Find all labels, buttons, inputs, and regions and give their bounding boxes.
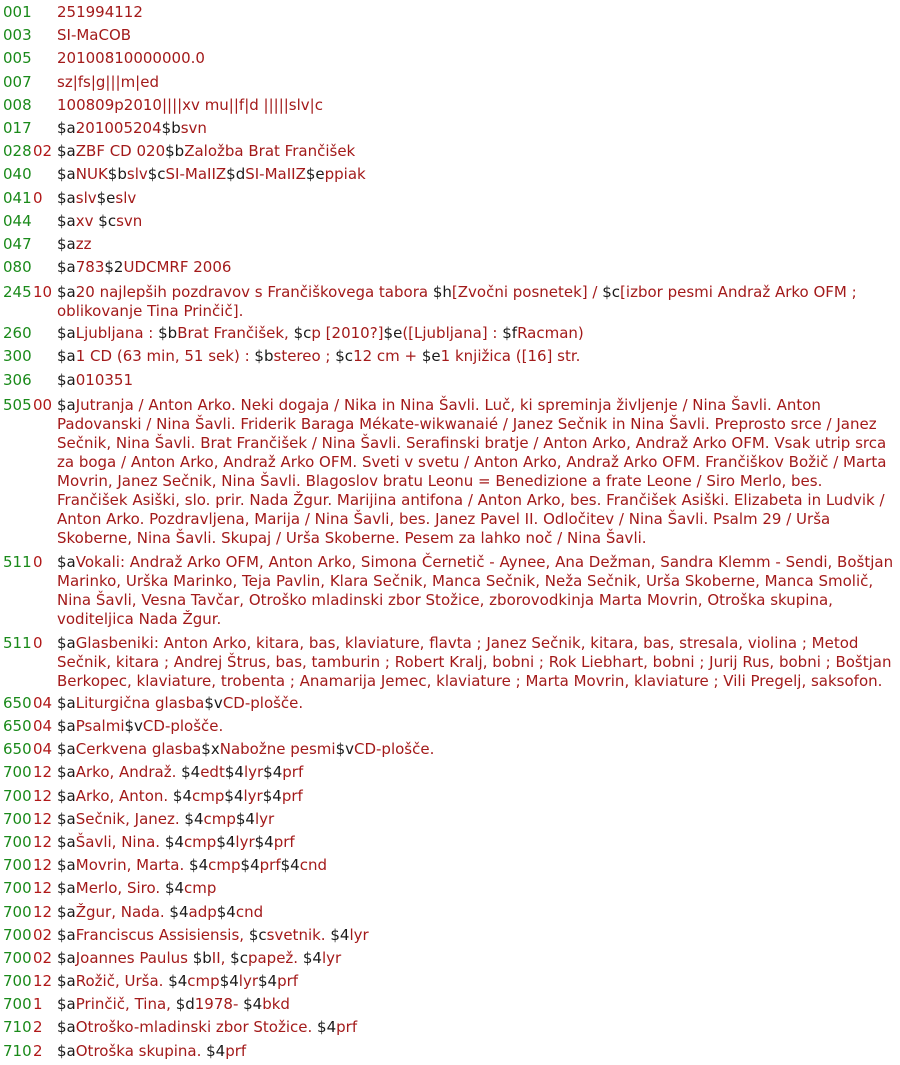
subfield-value: II,: [211, 948, 231, 967]
subfield-code: $2: [104, 258, 124, 277]
subfield-value: lyr: [243, 763, 264, 782]
subfield-code: $c: [293, 324, 312, 343]
subfield-value: Joannes Paulus: [75, 948, 193, 967]
marc-field-700: [0, 903, 900, 926]
subfield-code: $c: [602, 283, 621, 302]
marc-field-511: [0, 551, 900, 632]
field-content: [57, 879, 900, 898]
subfield-value: Liturgična glasba: [75, 693, 205, 712]
subfield-value: cnd: [299, 856, 327, 875]
subfield-code: $a: [57, 118, 76, 137]
field-tag: 700: [3, 972, 32, 991]
field-content: [57, 717, 900, 736]
field-content: [57, 1042, 900, 1061]
subfield-code: $c: [98, 211, 117, 230]
subfield-value: bkd: [262, 995, 290, 1014]
field-tag: 003: [3, 26, 32, 45]
subfield-code: $a: [57, 211, 76, 230]
field-content: [57, 283, 900, 321]
subfield-code: $4: [189, 856, 209, 875]
field-indicators: 04: [33, 693, 53, 712]
subfield-value: Psalmi: [75, 717, 125, 735]
subfield-code: $4: [224, 763, 244, 782]
field-tag: 700: [3, 786, 32, 805]
field-tag: 300: [3, 347, 32, 366]
subfield-value: ppiak: [324, 165, 366, 184]
field-tag: 007: [3, 72, 32, 91]
field-indicators: 12: [33, 832, 53, 851]
field-indicators: 12: [33, 902, 53, 921]
subfield-code: $4: [169, 902, 189, 921]
subfield-code: $v: [204, 693, 223, 712]
subfield-value: adp: [188, 902, 217, 921]
field-tag: 650: [3, 740, 32, 759]
marc-field-306: [0, 371, 900, 394]
subfield-code: $4: [224, 786, 244, 805]
subfield-code: $c: [335, 347, 354, 366]
subfield-code: $b: [107, 165, 127, 184]
subfield-value: prf: [336, 1018, 358, 1037]
marc-field-700: [0, 995, 900, 1018]
subfield-value: xv: [75, 211, 99, 230]
subfield-code: $4: [206, 1041, 226, 1060]
subfield-value: Nabožne pesmi: [219, 740, 336, 759]
marc-field-700: [0, 972, 900, 995]
subfield-value: zz: [75, 234, 92, 253]
marc-field-003: [0, 26, 900, 49]
subfield-code: $e: [96, 188, 116, 207]
subfield-code: $b: [158, 324, 178, 343]
field-tag: 040: [3, 165, 32, 184]
marc-field-650: [0, 694, 900, 717]
subfield-value: svn: [180, 118, 207, 137]
subfield-value: slv: [115, 188, 137, 207]
marc-field-700: [0, 833, 900, 856]
subfield-value: prf: [273, 832, 295, 851]
subfield-value: Rožič, Urša.: [75, 972, 169, 991]
subfield-value: 251994112: [57, 3, 143, 21]
subfield-code: $a: [57, 258, 76, 277]
subfield-code: $f: [502, 324, 518, 343]
subfield-value: lyr: [243, 786, 263, 805]
subfield-code: $d: [175, 995, 195, 1014]
subfield-value: Prinčič, Tina,: [75, 995, 176, 1014]
subfield-code: $4: [172, 786, 193, 805]
field-content: [57, 1018, 900, 1037]
subfield-value: 783: [75, 258, 105, 277]
subfield-value: SI-MaIIZ: [245, 165, 306, 184]
subfield-code: $4: [258, 972, 278, 991]
subfield-code: $v: [124, 717, 143, 735]
subfield-value: prf: [225, 1041, 247, 1060]
subfield-code: $4: [254, 832, 274, 851]
subfield-value: prf: [259, 856, 281, 875]
subfield-value: SI-MaCOB: [57, 26, 132, 45]
subfield-code: $a: [57, 925, 76, 944]
marc-field-700: [0, 949, 900, 972]
marc-field-505: [0, 394, 900, 551]
subfield-value: NUK: [75, 165, 108, 184]
field-content: [57, 189, 900, 208]
field-content: [57, 371, 900, 390]
subfield-value: 201005204: [75, 118, 162, 137]
marc-field-047: [0, 235, 900, 258]
field-indicators: 02: [33, 948, 53, 967]
field-content: [57, 96, 900, 115]
subfield-code: $b: [161, 118, 181, 137]
subfield-code: $a: [57, 832, 76, 851]
subfield-code: $4: [216, 832, 236, 851]
subfield-value: cmp: [208, 856, 241, 875]
subfield-code: $a: [57, 948, 76, 967]
subfield-value: Založba Brat Frančišek: [184, 142, 356, 161]
subfield-value: Šavli, Nina.: [75, 832, 165, 851]
subfield-value: cnd: [235, 902, 264, 921]
subfield-value: [Zvočni posnetek] /: [451, 283, 603, 302]
marc-field-001: [0, 3, 900, 26]
field-tag: 700: [3, 879, 32, 898]
marc-field-700: [0, 787, 900, 810]
subfield-code: $4: [240, 856, 260, 875]
marc-field-044: [0, 212, 900, 235]
subfield-code: $a: [57, 809, 76, 828]
subfield-code: $a: [57, 1018, 76, 1037]
subfield-code: $a: [57, 347, 76, 366]
subfield-value: Ljubljana :: [75, 324, 159, 343]
field-tag: 700: [3, 809, 32, 828]
subfield-code: $a: [57, 188, 76, 207]
subfield-value: cmp: [192, 786, 225, 805]
subfield-code: $a: [57, 786, 76, 805]
subfield-value: Arko, Anton.: [75, 786, 173, 805]
field-content: [57, 926, 900, 945]
field-content: [57, 258, 900, 277]
marc-field-028: [0, 142, 900, 165]
subfield-value: prf: [281, 786, 303, 805]
field-indicators: 0: [33, 552, 43, 571]
subfield-code: $a: [57, 763, 76, 782]
field-content: [57, 235, 900, 254]
subfield-value: Merlo, Siro.: [75, 879, 165, 898]
field-tag: 700: [3, 925, 32, 944]
field-tag: 700: [3, 902, 32, 921]
subfield-code: $a: [57, 740, 76, 759]
subfield-value: ([Ljubljana] :: [402, 324, 503, 343]
subfield-value: 1 CD (63 min, 51 sek) :: [75, 347, 255, 366]
marc-field-511: [0, 632, 900, 694]
marc-field-700: [0, 879, 900, 902]
marc-field-300: [0, 347, 900, 370]
field-indicators: 1: [33, 995, 43, 1014]
field-content: [57, 972, 900, 991]
field-tag: 700: [3, 995, 32, 1014]
subfield-value: cmp: [203, 809, 236, 828]
subfield-value: prf: [277, 972, 299, 991]
subfield-code: $4: [168, 972, 188, 991]
field-content: [57, 763, 900, 782]
marc-field-245: [0, 281, 900, 324]
subfield-code: $b: [254, 347, 274, 366]
subfield-code: $4: [181, 763, 201, 782]
field-content: [57, 396, 900, 548]
field-indicators: 02: [33, 925, 53, 944]
subfield-code: $4: [219, 972, 239, 991]
subfield-code: $h: [432, 283, 452, 302]
subfield-code: $4: [243, 995, 263, 1014]
subfield-value: UDCMRF 2006: [123, 258, 232, 277]
field-tag: 017: [3, 118, 32, 137]
field-tag: 306: [3, 370, 32, 389]
field-tag: 005: [3, 49, 32, 68]
field-indicators: 10: [33, 283, 53, 302]
subfield-value: lyr: [238, 972, 258, 991]
subfield-value: cmp: [184, 879, 217, 898]
subfield-code: $a: [57, 395, 76, 414]
subfield-code: $e: [421, 347, 441, 366]
subfield-value: lyr: [321, 948, 342, 967]
field-indicators: 0: [33, 633, 43, 652]
subfield-value: Racman): [517, 324, 584, 343]
subfield-code: $a: [57, 142, 76, 161]
subfield-value: Jutranja / Anton Arko. Neki dogaja / Nika in Nina Šavli. Luč, ki spreminja življenje / Nina Šavli. Anton Padovanski / Nina Šavli. Friderik Baraga Mékate-wikwanaié / Janez Sečnik in Nina Šavli. Preprosto srce / Janez Sečnik, Nina Šavli. Brat Frančišek / Nina Šavli. Serafinski bratje / Anton Arko, Andraž Arko OFM. Vsak utrip srca za boga / Anton Arko, Andraž Arko OFM. Sveti v svetu / Anton Arko, Andraž Arko OFM. Frančiškov Božič / Marta Movrin, Janez Sečnik, Nina Šavli. Blagoslov bratu Leonu = Benedizione a frate Leone / Siro Merlo, bes. Frančišek Asiški, slo. prir. Nada Žgur. Marijina antifona / Anton Arko, bes. Frančišek Asiški. Elizabeta in Ludvik / Anton Arko. Pozdravljena, Marija / Nina Šavli, bes. Janez Pavel II. Odločitev / Nina Šavli. Psalm 29 / Urša Skoberne, Nina Šavli. Skupaj / Urša Skoberne. Pesem za lahko noč / Nina Šavli.: [57, 395, 887, 547]
subfield-value: 1978-: [194, 995, 244, 1014]
subfield-value: SI-MaIIZ: [165, 165, 227, 184]
marc-field-005: [0, 49, 900, 72]
subfield-code: $4: [164, 879, 185, 898]
marc-field-700: [0, 810, 900, 833]
subfield-value: 20100810000000.0: [57, 49, 205, 68]
field-tag: 710: [3, 1041, 32, 1060]
subfield-value: 20 najlepših pozdravov s Frančiškovega tabora: [75, 283, 433, 302]
subfield-code: $a: [57, 234, 76, 253]
subfield-code: $v: [335, 740, 354, 759]
subfield-code: $a: [57, 995, 76, 1014]
field-content: [57, 787, 900, 806]
field-tag: 008: [3, 95, 32, 114]
field-content: [57, 740, 900, 759]
subfield-code: $a: [57, 1041, 76, 1060]
subfield-code: $c: [248, 925, 267, 944]
subfield-value: prf: [282, 763, 304, 782]
field-indicators: 12: [33, 809, 53, 828]
subfield-value: lyr: [235, 832, 255, 851]
subfield-code: $b: [192, 948, 212, 967]
marc-field-700: [0, 763, 900, 786]
subfield-value: stereo ;: [273, 347, 336, 366]
field-content: [57, 995, 900, 1014]
field-indicators: 04: [33, 717, 53, 735]
subfield-value: Movrin, Marta.: [75, 856, 190, 875]
subfield-code: $4: [235, 809, 255, 828]
marc-field-260: [0, 324, 900, 347]
field-content: [57, 26, 900, 45]
subfield-code: $a: [57, 552, 76, 571]
subfield-value: slv: [75, 188, 97, 207]
field-tag: 260: [3, 324, 32, 343]
subfield-code: $4: [164, 832, 184, 851]
subfield-code: $4: [263, 763, 283, 782]
subfield-value: p [2010?]: [311, 324, 384, 343]
field-content: [57, 3, 900, 22]
subfield-code: $a: [57, 717, 76, 735]
field-tag: 505: [3, 395, 32, 414]
subfield-code: $a: [57, 283, 76, 302]
subfield-value: cmp: [183, 832, 217, 851]
subfield-code: $a: [57, 165, 76, 184]
field-content: [57, 810, 900, 829]
subfield-value: Vokali: Andraž Arko OFM, Anton Arko, Simona Černetič - Aynee, Ana Dežman, Sandra Klemm - Sendi, Boštjan Marinko, Urška Marinko, Teja Pavlin, Klara Sečnik, Manca Sečnik, Neža Sečnik, Urša Skoberne, Manca Smolič, Nina Šavli, Vesna Tavčar, Otroško mladinski zbor Stožice, zborovodkinja Marta Movrin, Otroška skupina, voditeljica Nada Žgur.: [57, 552, 894, 628]
marc-field-700: [0, 926, 900, 949]
subfield-value: svetnik.: [266, 925, 331, 944]
field-content: [57, 634, 900, 691]
field-tag: 700: [3, 856, 32, 875]
field-tag: 001: [3, 3, 32, 21]
subfield-value: Otroška skupina.: [75, 1041, 207, 1060]
field-tag: 700: [3, 832, 32, 851]
field-content: [57, 347, 900, 366]
subfield-value: slv: [126, 165, 148, 184]
field-indicators: 00: [33, 395, 53, 414]
subfield-value: lyr: [254, 809, 275, 828]
subfield-value: 1 knjižica ([16] str.: [440, 347, 581, 366]
marc-field-008: [0, 96, 900, 119]
subfield-code: $4: [280, 856, 300, 875]
subfield-value: Franciscus Assisiensis,: [75, 925, 249, 944]
subfield-code: $a: [57, 902, 76, 921]
subfield-code: $a: [57, 879, 76, 898]
subfield-code: $a: [57, 856, 76, 875]
field-content: [57, 73, 900, 92]
field-tag: 700: [3, 763, 32, 782]
marc-field-710: [0, 1042, 900, 1065]
field-tag: 041: [3, 188, 32, 207]
subfield-value: Sečnik, Janez.: [75, 809, 185, 828]
subfield-code: $a: [57, 633, 76, 652]
subfield-code: $4: [216, 902, 236, 921]
subfield-value: Cerkvena glasba: [75, 740, 202, 759]
field-tag: 080: [3, 258, 32, 277]
subfield-value: Žgur, Nada.: [75, 902, 170, 921]
field-content: [57, 833, 900, 852]
subfield-value: Arko, Andraž.: [75, 763, 182, 782]
field-indicators: 12: [33, 856, 53, 875]
field-tag: 028: [3, 142, 32, 161]
field-content: [57, 165, 900, 184]
field-content: [57, 903, 900, 922]
field-content: [57, 49, 900, 68]
field-tag: 511: [3, 633, 32, 652]
subfield-value: CD-plošče.: [222, 693, 304, 712]
field-content: [57, 212, 900, 231]
subfield-code: $4: [262, 786, 282, 805]
subfield-code: $c: [147, 165, 166, 184]
field-content: [57, 119, 900, 138]
subfield-value: edt: [200, 763, 225, 782]
subfield-value: lyr: [349, 925, 369, 944]
subfield-value: sz|fs|g|||m|ed: [57, 72, 159, 91]
field-content: [57, 856, 900, 875]
marc-field-041: [0, 189, 900, 212]
field-indicators: 12: [33, 972, 53, 991]
field-tag: 044: [3, 211, 32, 230]
subfield-value: svn: [116, 211, 143, 230]
subfield-value: 100809p2010||||xv mu||f|d |||||slv|c: [57, 95, 323, 114]
marc-field-007: [0, 73, 900, 96]
subfield-value: 010351: [75, 370, 134, 389]
field-tag: 710: [3, 1018, 32, 1037]
field-indicators: 2: [33, 1018, 43, 1037]
subfield-code: $e: [383, 324, 403, 343]
field-indicators: 12: [33, 786, 53, 805]
subfield-code: $x: [201, 740, 220, 759]
subfield-code: $a: [57, 324, 76, 343]
subfield-value: CD-plošče.: [142, 717, 224, 735]
marc-field-080: [0, 258, 900, 281]
field-tag: 650: [3, 717, 32, 735]
field-indicators: 12: [33, 879, 53, 898]
subfield-code: $a: [57, 693, 76, 712]
field-indicators: 02: [33, 142, 53, 161]
field-tag: 511: [3, 552, 32, 571]
subfield-code: $4: [184, 809, 204, 828]
subfield-code: $4: [302, 948, 322, 967]
field-content: [57, 142, 900, 161]
subfield-code: $4: [330, 925, 350, 944]
field-tag: 047: [3, 234, 32, 253]
subfield-code: $a: [57, 370, 76, 389]
subfield-code: $d: [226, 165, 246, 184]
subfield-value: Brat Frančišek,: [177, 324, 294, 343]
subfield-value: [izbor pesmi Andraž Arko OFM ; oblikovanje Tina Prinčič].: [57, 283, 857, 321]
subfield-value: Otroško-mladinski zbor Stožice.: [75, 1018, 318, 1037]
subfield-value: papež.: [247, 948, 303, 967]
field-indicators: 12: [33, 763, 53, 782]
field-tag: 245: [3, 283, 32, 302]
field-tag: 700: [3, 948, 32, 967]
field-tag: 650: [3, 693, 32, 712]
subfield-value: 12 cm +: [353, 347, 422, 366]
subfield-code: $b: [165, 142, 185, 161]
marc-field-650: [0, 717, 900, 740]
subfield-value: ZBF CD 020: [75, 142, 166, 161]
marc-field-017: [0, 119, 900, 142]
field-indicators: 2: [33, 1041, 43, 1060]
marc-field-700: [0, 856, 900, 879]
subfield-code: $c: [230, 948, 248, 967]
subfield-code: $a: [57, 972, 76, 991]
subfield-value: CD-plošče.: [353, 740, 435, 759]
field-content: [57, 553, 900, 629]
field-content: [57, 324, 900, 343]
field-indicators: 04: [33, 740, 53, 759]
field-indicators: 0: [33, 188, 43, 207]
marc-field-040: [0, 165, 900, 188]
field-content: [57, 949, 900, 968]
marc-field-650: [0, 740, 900, 763]
subfield-value: cmp: [187, 972, 220, 991]
subfield-code: $4: [317, 1018, 337, 1037]
subfield-code: $e: [305, 165, 325, 184]
subfield-value: Glasbeniki: Anton Arko, kitara, bas, klaviature, flavta ; Janez Sečnik, kitara, bas, stresala, violina ; Metod Sečnik, kitara ; Andrej Štrus, bas, tamburin ; Robert Kralj, bobni ; Rok Liebhart, bobni ; Jurij Rus, bobni ; Boštjan Berkopec, klaviature, trobenta ; Anamarija Jemec, klaviature ; Marta Movrin, klaviature ; Vili Pregelj, saksofon.: [57, 633, 892, 690]
marc-field-710: [0, 1018, 900, 1041]
field-content: [57, 694, 900, 713]
